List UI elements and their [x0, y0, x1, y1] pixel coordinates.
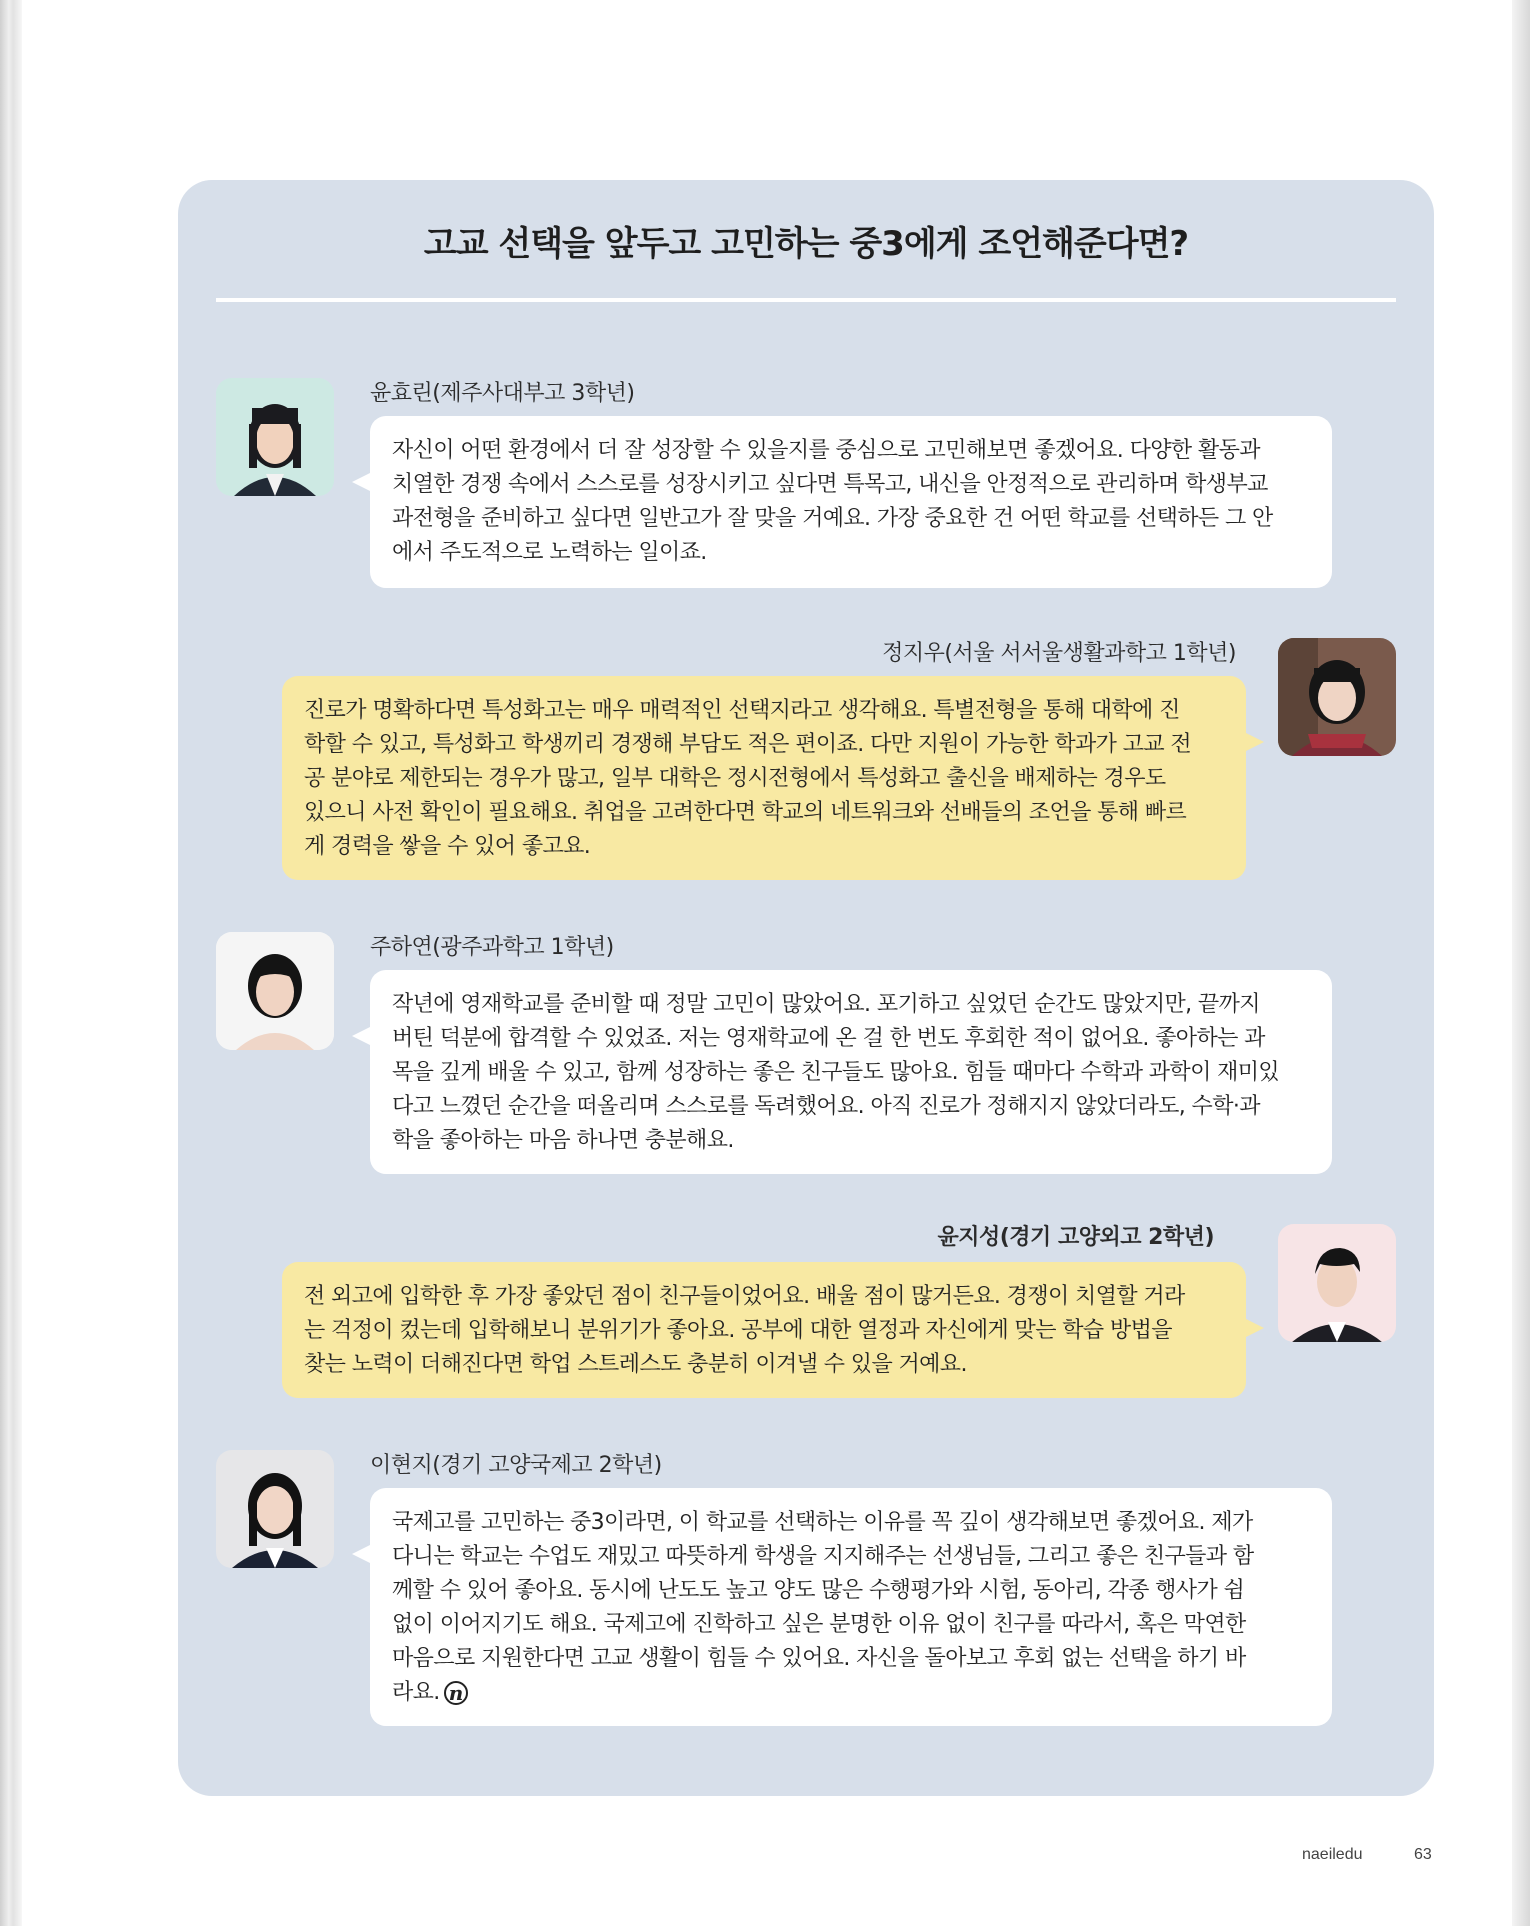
student-name: 주하연(광주과학고 1학년): [370, 935, 614, 960]
answer-line: 마음으로 지원한다면 고교 생활이 힘들 수 있어요. 자신을 돌아보고 후회 없는 선택을 하기 바: [392, 1646, 1246, 1671]
answer-line: 학을 좋아하는 마음 하나면 충분해요.: [392, 1128, 734, 1153]
answer-bubble: [282, 1262, 1246, 1398]
bubble-tail: [352, 1026, 372, 1046]
student-photo-icon: [216, 1450, 334, 1568]
answer-bubble: [370, 970, 1332, 1174]
answer-line: 없이 이어지기도 해요. 국제고에 진학하고 싶은 분명한 이유 없이 친구를 따라서, 혹은 막연한: [392, 1612, 1246, 1637]
panel-title: 고교 선택을 앞두고 고민하는 중3에게 조언해준다면?: [423, 224, 1189, 264]
answer-line: 다니는 학교는 수업도 재밌고 따뜻하게 학생을 지지해주는 선생님들, 그리고 좋은 친구들과 함: [392, 1544, 1254, 1569]
answer-line: 있으니 사전 확인이 필요해요. 취업을 고려한다면 학교의 네트워크와 선배들의 조언을 통해 빠르: [304, 800, 1187, 825]
student-photo-icon: [216, 932, 334, 1050]
answer-line-last: [392, 1676, 1310, 1710]
answer-line: 국제고를 고민하는 중3이라면, 이 학교를 선택하는 이유를 꼭 깊이 생각해보면 좋겠어요. 제가: [392, 1510, 1253, 1535]
answer-bubble: [282, 676, 1246, 880]
page-number: 63: [1414, 1846, 1432, 1863]
answer-line: 공 분야로 제한되는 경우가 많고, 일부 대학은 정시전형에서 특성화고 출신을 배제하는 경우도: [304, 766, 1166, 791]
bubble-tail: [1244, 732, 1264, 752]
answer-line: 에서 주도적으로 노력하는 일이죠.: [392, 540, 707, 565]
answer-line: 진로가 명확하다면 특성화고는 매우 매력적인 선택지라고 생각해요. 특별전형을 통해 대학에 진: [304, 698, 1180, 723]
bubble-tail: [352, 1544, 372, 1564]
answer-line: 는 걱정이 컸는데 입학해보니 분위기가 좋아요. 공부에 대한 열정과 자신에게 맞는 학습 방법을: [304, 1318, 1172, 1343]
answer-line: 치열한 경쟁 속에서 스스로를 성장시키고 싶다면 특목고, 내신을 안정적으로 관리하며 학생부교: [392, 472, 1268, 497]
answer-line: 과전형을 준비하고 싶다면 일반고가 잘 맞을 거예요. 가장 중요한 건 어떤 학교를 선택하든 그 안: [392, 506, 1273, 531]
page-fore-edge: [1512, 0, 1530, 1926]
answer-line: 버틴 덕분에 합격할 수 있었죠. 저는 영재학교에 온 걸 한 번도 후회한 적이 없어요. 좋아하는 과: [392, 1026, 1265, 1051]
answer-line: 전 외고에 입학한 후 가장 좋았던 점이 친구들이었어요. 배울 점이 많거든요. 경쟁이 치열할 거라: [304, 1284, 1185, 1309]
answer-line: 찾는 노력이 더해진다면 학업 스트레스도 충분히 이겨낼 수 있을 거예요.: [304, 1352, 967, 1377]
answer-line: 작년에 영재학교를 준비할 때 정말 고민이 많았어요. 포기하고 싶었던 순간도 많았지만, 끝까지: [392, 992, 1260, 1017]
naeil-end-mark-icon: n: [444, 1681, 468, 1705]
student-photo-icon: [1278, 638, 1396, 756]
answer-bubble: [370, 416, 1332, 588]
student-name: 윤지성(경기 고양외고 2학년): [937, 1225, 1214, 1250]
answer-line: 다고 느꼈던 순간을 떠올리며 스스로를 독려했어요. 아직 진로가 정해지지 않았더라도, 수학·과: [392, 1094, 1260, 1119]
student-name: 윤효린(제주사대부고 3학년): [370, 381, 635, 406]
title-divider: [216, 298, 1396, 302]
answer-line: 라요.: [392, 1680, 440, 1705]
student-photo-icon: [1278, 1224, 1396, 1342]
page-spine-edge: [0, 0, 22, 1926]
bubble-tail: [352, 472, 372, 492]
answer-line: 께할 수 있어 좋아요. 동시에 난도도 높고 양도 많은 수행평가와 시험, 동아리, 각종 행사가 쉼: [392, 1578, 1245, 1603]
student-photo-icon: [216, 378, 334, 496]
interview-panel: [178, 180, 1434, 1796]
answer-line: 자신이 어떤 환경에서 더 잘 성장할 수 있을지를 중심으로 고민해보면 좋겠어요. 다양한 활동과: [392, 438, 1260, 463]
answer-line: 학할 수 있고, 특성화고 학생끼리 경쟁해 부담도 적은 편이죠. 다만 지원이 가능한 학과가 고교 전: [304, 732, 1192, 757]
footer-brand: naeiledu: [1302, 1846, 1363, 1863]
answer-line: 게 경력을 쌓을 수 있어 좋고요.: [304, 834, 591, 859]
answer-bubble: [370, 1488, 1332, 1726]
answer-line: 목을 깊게 배울 수 있고, 함께 성장하는 좋은 친구들도 많아요. 힘들 때마다 수학과 과학이 재미있: [392, 1060, 1280, 1085]
student-name: 정지우(서울 서서울생활과학고 1학년): [882, 641, 1236, 666]
bubble-tail: [1244, 1318, 1264, 1338]
student-name: 이현지(경기 고양국제고 2학년): [370, 1453, 662, 1478]
